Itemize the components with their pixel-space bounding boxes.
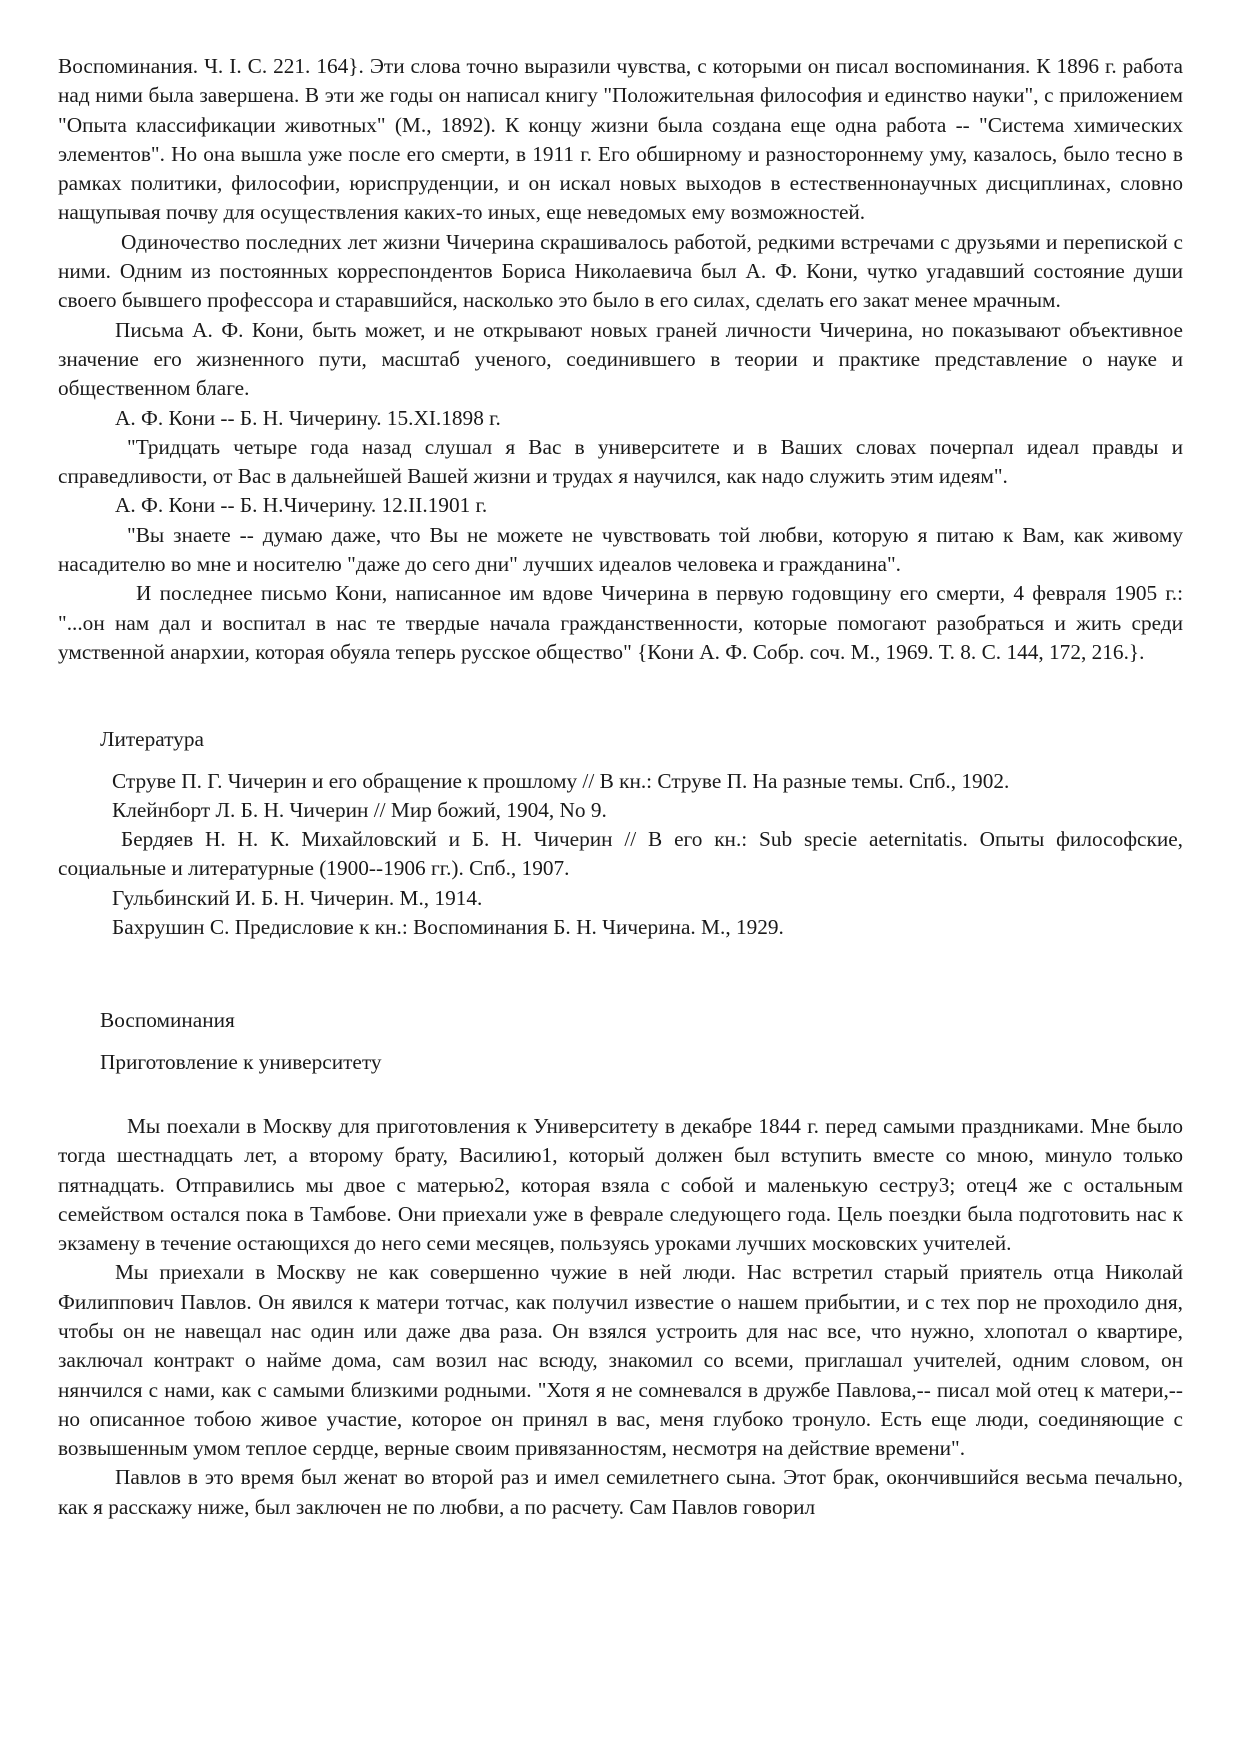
literature-heading: Литература xyxy=(100,727,204,752)
memoirs-paragraph-3: Павлов в это время был женат во второй раз и имел семилетнего сына. Этот брак, окончившийся весьма печально, как я расскажу ниже, был заключен не по любви, а по расчету. Сам Павлов говорил xyxy=(58,1465,1183,1519)
intro-paragraph-3: Письма А. Ф. Кони, быть может, и не открывают новых граней личности Чичерина, но показывают объективное значение его жизненного пути, масштаб ученого, соединившего в теории и практике представление о науке и общественном благе. xyxy=(58,317,1183,401)
memoirs-heading: Воспоминания xyxy=(100,1008,235,1033)
literature-item-3: Бердяев Н. Н. К. Михайловский и Б. Н. Чичерин // В его кн.: Sub specie aeternitatis. Опыты философские, социальные и литературные (1900--1906 гг.). Спб., 1907. xyxy=(58,827,1183,881)
intro-paragraph-1: Воспоминания. Ч. I. С. 221. 164}. Эти слова точно выразили чувства, с которыми он писал воспоминания. К 1896 г. работа над ними была завершена. В эти же годы он написал книгу "Положительная философия и единство науки", с приложением "Опыта классификации животных" (М., 1892). К концу жизни была создана еще одна работа -- "Система химических элементов". Но она вышла уже после его смерти, в 1911 г. Его обширному и разностороннему уму, казалось, было тесно в рамках политики, философии, юриспруденции, и он искал новых выходов в естественнонаучных дисциплинах, словно нащупывая почву для осуществления каких-то иных, еще неведомых ему возможностей. xyxy=(58,54,1183,225)
intro-paragraph-2: Одиночество последних лет жизни Чичерина скрашивалось работой, редкими встречами с друзьями и перепиской с ними. Одним из постоянных корреспондентов Бориса Николаевича был А. Ф. Кони, чутко угадавший состояние души своего бывшего профессора и старавшийся, насколько это было в его силах, сделать его закат менее мрачным. xyxy=(58,229,1183,313)
memoirs-subheading: Приготовление к университету xyxy=(100,1049,382,1074)
letter-heading-1898: А. Ф. Кони -- Б. Н. Чичерину. 15.XI.1898 г. xyxy=(115,405,501,430)
literature-item-5: Бахрушин С. Предисловие к кн.: Воспоминания Б. Н. Чичерина. М., 1929. xyxy=(112,915,784,940)
memoirs-paragraph-2: Мы приехали в Москву не как совершенно чужие в ней люди. Нас встретил старый приятель отца Николай Филиппович Павлов. Он явился к матери тотчас, как получил известие о нашем прибытии, и с тех пор не проходило дня, чтобы он не навещал нас один или даже два раза. Он взялся устроить для нас все, что нужно, хлопотал о квартире, заключал контракт о найме дома, сам возил нас всюду, знакомил со всеми, приглашал учителей, одним словом, он нянчился с нами, как с самыми близкими родными. "Хотя я не сомневался в дружбе Павлова,-- писал мой отец к матери,-- но описанное тобою живое участие, которое он принял в вас, меня глубоко тронуло. Есть еще люди, соединяющие с возвышенным умом теплое сердце, верные своим привязанностям, несмотря на действие времени". xyxy=(58,1260,1183,1461)
literature-item-2: Клейнборт Л. Б. Н. Чичерин // Мир божий, 1904, No 9. xyxy=(112,797,607,822)
letter-quote-1901: "Вы знаете -- думаю даже, что Вы не можете не чувствовать той любви, которую я питаю к Вам, как живому насадителю во мне и носителю "даже до сего дни" лучших идеалов человека и гражданина". xyxy=(58,522,1183,577)
memoirs-paragraph-1: Мы поехали в Москву для приготовления к Университету в декабре 1844 г. перед самыми праздниками. Мне было тогда шестнадцать лет, а второму брату, Василию1, который должен был вступить вместе со мною, минуло только пятнадцать. Отправились мы двое с матерью2, которая взяла с собой и маленькую сестру3; отец4 же с остальным семейством остался пока в Тамбове. Они приехали уже в феврале следующего года. Цель поездки была подготовить нас к экзамену в течение остающихся до него семи месяцев, пользуясь уроками лучших московских учителей. xyxy=(58,1113,1183,1256)
document-page xyxy=(58,52,1183,1522)
last-letter-paragraph: И последнее письмо Кони, написанное им вдове Чичерина в первую годовщину его смерти, 4 февраля 1905 г.: "...он нам дал и воспитал в нас те твердые начала гражданственности, которые помогают разобраться и жить среди умственной анархии, которая обуяла теперь русское общество" {Кони А. Ф. Собр. соч. М., 1969. Т. 8. С. 144, 172, 216.}. xyxy=(58,581,1183,664)
literature-item-1: Струве П. Г. Чичерин и его обращение к прошлому // В кн.: Струве П. На разные темы. Спб., 1902. xyxy=(112,768,1010,793)
literature-item-4: Гульбинский И. Б. Н. Чичерин. М., 1914. xyxy=(112,885,483,910)
letter-heading-1901: А. Ф. Кони -- Б. Н.Чичерину. 12.II.1901 г. xyxy=(115,493,488,518)
letter-quote-1898: "Тридцать четыре года назад слушал я Вас в университете и в Ваших словах почерпал идеал правды и справедливости, от Вас в дальнейшей Вашей жизни и трудах я научился, как надо служить этим идеям". xyxy=(58,434,1183,489)
